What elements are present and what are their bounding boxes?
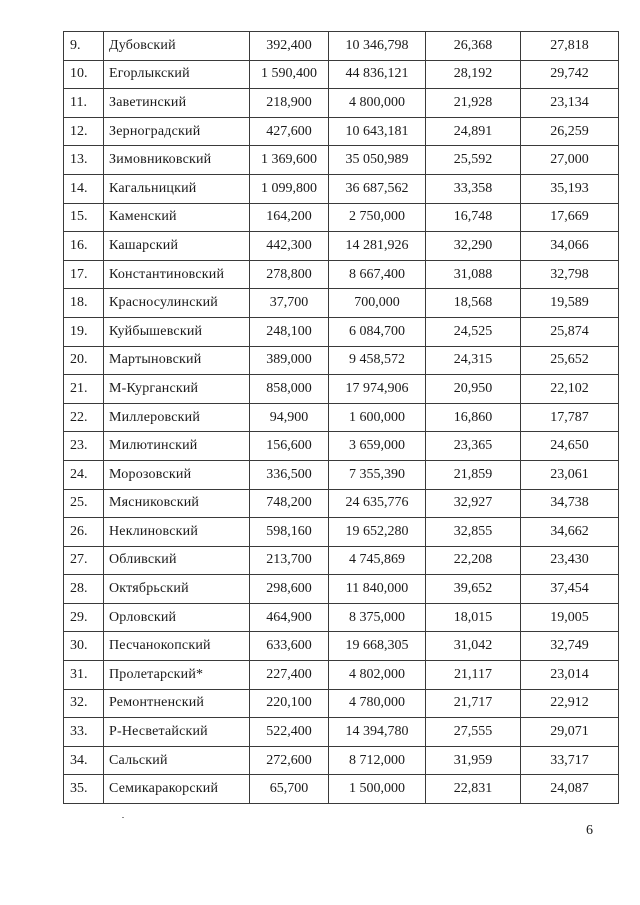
value-cell-4: 22,102 [521,375,619,404]
district-name-cell: Семикаракорский [104,775,250,804]
district-name-cell: Ремонтненский [104,689,250,718]
table-row [64,32,619,61]
value-cell-1: 336,500 [250,460,329,489]
district-name-cell: Пролетарский* [104,661,250,690]
row-number-cell: 13. [64,146,104,175]
value-cell-1: 748,200 [250,489,329,518]
table-body [64,32,619,804]
value-cell-2: 10 346,798 [329,32,426,61]
value-cell-1: 156,600 [250,432,329,461]
value-cell-3: 20,950 [426,375,521,404]
value-cell-3: 32,855 [426,518,521,547]
table-row [64,460,619,489]
row-number-cell: 30. [64,632,104,661]
value-cell-3: 21,928 [426,89,521,118]
value-cell-1: 220,100 [250,689,329,718]
value-cell-4: 26,259 [521,117,619,146]
value-cell-2: 14 281,926 [329,232,426,261]
row-number-cell: 27. [64,546,104,575]
value-cell-4: 34,662 [521,518,619,547]
value-cell-1: 598,160 [250,518,329,547]
row-number-cell: 19. [64,317,104,346]
row-number-cell: 18. [64,289,104,318]
value-cell-4: 27,818 [521,32,619,61]
value-cell-2: 4 802,000 [329,661,426,690]
table-row [64,603,619,632]
value-cell-1: 65,700 [250,775,329,804]
value-cell-1: 392,400 [250,32,329,61]
table-row [64,489,619,518]
table-row [64,689,619,718]
value-cell-4: 19,005 [521,603,619,632]
value-cell-1: 272,600 [250,746,329,775]
row-number-cell: 14. [64,174,104,203]
value-cell-4: 29,742 [521,60,619,89]
district-name-cell: Сальский [104,746,250,775]
district-table [63,31,619,804]
district-name-cell: Мартыновский [104,346,250,375]
value-cell-4: 34,066 [521,232,619,261]
value-cell-1: 213,700 [250,546,329,575]
row-number-cell: 31. [64,661,104,690]
district-name-cell: Неклиновский [104,518,250,547]
value-cell-3: 18,015 [426,603,521,632]
table-row [64,317,619,346]
district-name-cell: Дубовский [104,32,250,61]
value-cell-1: 1 369,600 [250,146,329,175]
value-cell-1: 522,400 [250,718,329,747]
row-number-cell: 21. [64,375,104,404]
value-cell-3: 31,959 [426,746,521,775]
table-row [64,375,619,404]
value-cell-3: 23,365 [426,432,521,461]
value-cell-3: 32,927 [426,489,521,518]
value-cell-4: 33,717 [521,746,619,775]
value-cell-4: 29,071 [521,718,619,747]
value-cell-1: 94,900 [250,403,329,432]
value-cell-3: 33,358 [426,174,521,203]
value-cell-4: 35,193 [521,174,619,203]
table-row [64,546,619,575]
value-cell-3: 25,592 [426,146,521,175]
value-cell-4: 37,454 [521,575,619,604]
value-cell-1: 633,600 [250,632,329,661]
district-name-cell: Октябрьский [104,575,250,604]
value-cell-2: 4 800,000 [329,89,426,118]
value-cell-2: 11 840,000 [329,575,426,604]
value-cell-1: 858,000 [250,375,329,404]
row-number-cell: 26. [64,518,104,547]
value-cell-3: 39,652 [426,575,521,604]
value-cell-2: 35 050,989 [329,146,426,175]
value-cell-4: 34,738 [521,489,619,518]
value-cell-2: 3 659,000 [329,432,426,461]
value-cell-4: 23,430 [521,546,619,575]
district-name-cell: Обливский [104,546,250,575]
table-row [64,89,619,118]
value-cell-4: 23,014 [521,661,619,690]
table-row [64,575,619,604]
district-name-cell: Морозовский [104,460,250,489]
value-cell-1: 164,200 [250,203,329,232]
value-cell-4: 19,589 [521,289,619,318]
table-row [64,661,619,690]
value-cell-3: 31,042 [426,632,521,661]
district-name-cell: Кагальницкий [104,174,250,203]
district-name-cell: Каменский [104,203,250,232]
district-name-cell: М-Курганский [104,375,250,404]
value-cell-2: 1 500,000 [329,775,426,804]
value-cell-3: 16,860 [426,403,521,432]
table-row [64,260,619,289]
row-number-cell: 12. [64,117,104,146]
value-cell-2: 2 750,000 [329,203,426,232]
value-cell-1: 218,900 [250,89,329,118]
district-name-cell: Песчанокопский [104,632,250,661]
table-row [64,432,619,461]
value-cell-2: 1 600,000 [329,403,426,432]
value-cell-4: 17,787 [521,403,619,432]
district-name-cell: Миллеровский [104,403,250,432]
row-number-cell: 25. [64,489,104,518]
value-cell-2: 9 458,572 [329,346,426,375]
district-name-cell: Красносулинский [104,289,250,318]
value-cell-4: 32,798 [521,260,619,289]
value-cell-3: 28,192 [426,60,521,89]
table-row [64,117,619,146]
value-cell-3: 18,568 [426,289,521,318]
value-cell-3: 24,315 [426,346,521,375]
value-cell-3: 22,831 [426,775,521,804]
value-cell-2: 36 687,562 [329,174,426,203]
row-number-cell: 17. [64,260,104,289]
district-name-cell: Куйбышевский [104,317,250,346]
district-name-cell: Милютинский [104,432,250,461]
row-number-cell: 16. [64,232,104,261]
value-cell-1: 464,900 [250,603,329,632]
district-name-cell: Кашарский [104,232,250,261]
district-name-cell: Заветинский [104,89,250,118]
table-row [64,174,619,203]
value-cell-3: 24,525 [426,317,521,346]
table-row [64,203,619,232]
row-number-cell: 10. [64,60,104,89]
table-row [64,518,619,547]
district-name-cell: Мясниковский [104,489,250,518]
table-row [64,289,619,318]
value-cell-3: 22,208 [426,546,521,575]
page-number: 6 [586,823,593,838]
value-cell-3: 16,748 [426,203,521,232]
table-row [64,718,619,747]
value-cell-1: 1 099,800 [250,174,329,203]
row-number-cell: 22. [64,403,104,432]
value-cell-2: 8 712,000 [329,746,426,775]
table-row [64,60,619,89]
table-row [64,403,619,432]
value-cell-2: 7 355,390 [329,460,426,489]
value-cell-4: 23,134 [521,89,619,118]
table-row [64,632,619,661]
value-cell-2: 8 667,400 [329,260,426,289]
row-number-cell: 33. [64,718,104,747]
scan-speck [122,817,124,818]
district-name-cell: Зерноградский [104,117,250,146]
row-number-cell: 32. [64,689,104,718]
value-cell-4: 22,912 [521,689,619,718]
value-cell-4: 23,061 [521,460,619,489]
value-cell-1: 442,300 [250,232,329,261]
value-cell-1: 298,600 [250,575,329,604]
row-number-cell: 24. [64,460,104,489]
value-cell-4: 24,650 [521,432,619,461]
row-number-cell: 29. [64,603,104,632]
value-cell-1: 248,100 [250,317,329,346]
district-name-cell: Р-Несветайский [104,718,250,747]
district-name-cell: Константиновский [104,260,250,289]
value-cell-3: 26,368 [426,32,521,61]
value-cell-2: 700,000 [329,289,426,318]
value-cell-1: 427,600 [250,117,329,146]
value-cell-4: 24,087 [521,775,619,804]
value-cell-2: 14 394,780 [329,718,426,747]
row-number-cell: 20. [64,346,104,375]
row-number-cell: 35. [64,775,104,804]
value-cell-2: 4 780,000 [329,689,426,718]
table-row [64,232,619,261]
value-cell-4: 17,669 [521,203,619,232]
value-cell-2: 6 084,700 [329,317,426,346]
value-cell-1: 389,000 [250,346,329,375]
table-row [64,146,619,175]
value-cell-2: 17 974,906 [329,375,426,404]
value-cell-3: 31,088 [426,260,521,289]
value-cell-2: 19 668,305 [329,632,426,661]
value-cell-3: 32,290 [426,232,521,261]
value-cell-2: 10 643,181 [329,117,426,146]
value-cell-2: 44 836,121 [329,60,426,89]
row-number-cell: 28. [64,575,104,604]
value-cell-4: 27,000 [521,146,619,175]
value-cell-2: 8 375,000 [329,603,426,632]
table-row [64,746,619,775]
value-cell-4: 32,749 [521,632,619,661]
row-number-cell: 34. [64,746,104,775]
district-name-cell: Егорлыкский [104,60,250,89]
row-number-cell: 9. [64,32,104,61]
value-cell-3: 21,717 [426,689,521,718]
value-cell-3: 21,117 [426,661,521,690]
table-row [64,775,619,804]
row-number-cell: 23. [64,432,104,461]
value-cell-3: 24,891 [426,117,521,146]
value-cell-4: 25,652 [521,346,619,375]
table-row [64,346,619,375]
district-name-cell: Орловский [104,603,250,632]
value-cell-3: 21,859 [426,460,521,489]
row-number-cell: 11. [64,89,104,118]
value-cell-4: 25,874 [521,317,619,346]
value-cell-2: 4 745,869 [329,546,426,575]
district-name-cell: Зимовниковский [104,146,250,175]
value-cell-1: 37,700 [250,289,329,318]
value-cell-1: 1 590,400 [250,60,329,89]
value-cell-1: 227,400 [250,661,329,690]
value-cell-3: 27,555 [426,718,521,747]
value-cell-1: 278,800 [250,260,329,289]
row-number-cell: 15. [64,203,104,232]
value-cell-2: 19 652,280 [329,518,426,547]
value-cell-2: 24 635,776 [329,489,426,518]
